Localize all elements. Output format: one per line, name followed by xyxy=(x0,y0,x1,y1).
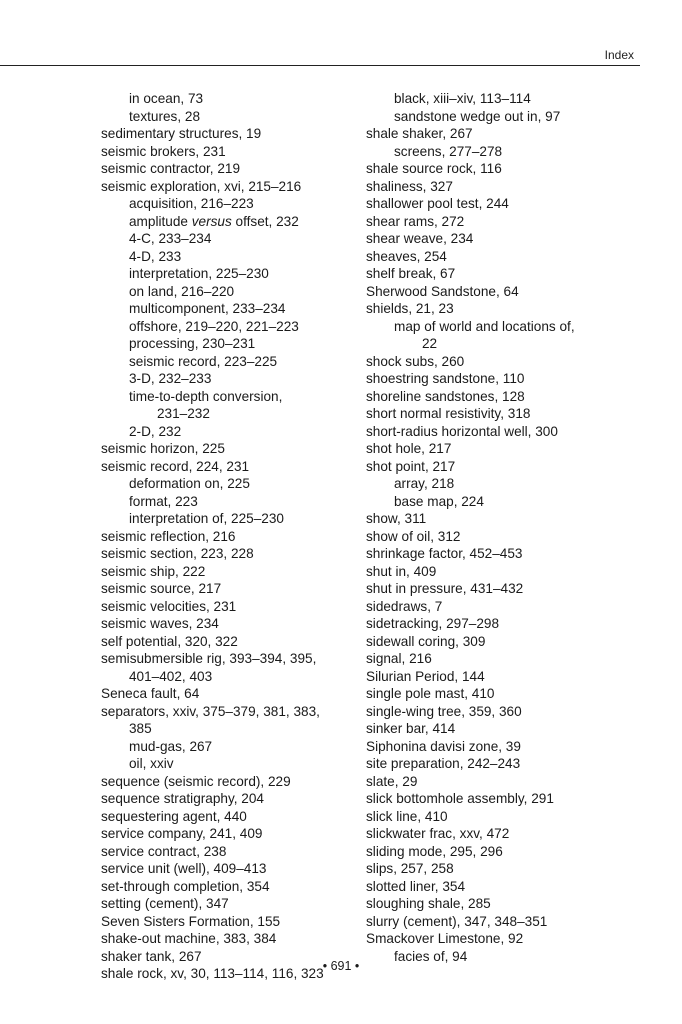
index-entry: sidedraws, 7 xyxy=(366,598,443,614)
index-entry: site preparation, 242–243 xyxy=(366,756,521,771)
index-entry: sequence (seismic record), 229 xyxy=(101,773,291,789)
index-entry: shut in pressure, 431–432 xyxy=(366,581,524,596)
index-entry: shut in, 409 xyxy=(366,563,437,579)
index-entry: array, 218 xyxy=(394,476,455,491)
running-header: Index xyxy=(604,48,634,62)
index-entry: 3-D, 232–233 xyxy=(129,371,212,386)
index-entry: shallower pool test, 244 xyxy=(366,196,509,211)
index-entry: mud-gas, 267 xyxy=(129,738,213,754)
index-entry: processing, 230–231 xyxy=(129,336,256,351)
index-entry: sloughing shale, 285 xyxy=(366,896,491,911)
index-entry: seismic ship, 222 xyxy=(101,563,206,579)
index-entry: interpretation of, 225–230 xyxy=(129,511,284,526)
index-entry: Seven Sisters Formation, 155 xyxy=(101,913,281,929)
page-number: • 691 • xyxy=(322,959,360,973)
index-entry: signal, 216 xyxy=(366,651,432,666)
index-entry: offshore, 219–220, 221–223 xyxy=(129,318,299,334)
index-entry: shelf break, 67 xyxy=(366,266,456,281)
index-entry: sandstone wedge out in, 97 xyxy=(394,108,561,124)
index-entry: seismic horizon, 225 xyxy=(101,441,225,456)
index-entry: Smackover Limestone, 92 xyxy=(366,931,524,946)
index-entry: short normal resistivity, 318 xyxy=(366,406,531,421)
index-entry: setting (cement), 347 xyxy=(101,896,229,911)
index-entry: sequence stratigraphy, 204 xyxy=(101,791,264,806)
index-entry: interpretation, 225–230 xyxy=(129,266,269,281)
index-entry: textures, 28 xyxy=(129,108,201,124)
index-entry: on land, 216–220 xyxy=(129,283,235,299)
index-entry: Sherwood Sandstone, 64 xyxy=(366,283,519,299)
index-entry: shrinkage factor, 452–453 xyxy=(366,546,523,561)
index-entry: shale shaker, 267 xyxy=(366,126,473,141)
index-entry: seismic exploration, xvi, 215–216 xyxy=(101,178,302,194)
index-entry: oil, xxiv xyxy=(129,756,174,771)
index-entry: seismic source, 217 xyxy=(101,581,222,596)
index-entry: time-to-depth conversion, xyxy=(129,388,283,404)
index-entry: amplitude versus offset, 232 xyxy=(129,213,299,229)
index-entry: shot point, 217 xyxy=(366,458,456,474)
index-entry: multicomponent, 233–234 xyxy=(129,301,286,316)
index-entry: slate, 29 xyxy=(366,773,418,789)
index-entry: slick line, 410 xyxy=(366,808,448,824)
index-entry: base map, 224 xyxy=(394,493,484,509)
index-entry: sedimentary structures, 19 xyxy=(101,126,262,141)
index-entry: shale rock, xv, 30, 113–114, 116, 323 xyxy=(101,966,324,981)
index-entry: semisubmersible rig, 393–394, 395, xyxy=(101,651,317,666)
index-entry: sidewall coring, 309 xyxy=(366,633,486,649)
index-entry: shot hole, 217 xyxy=(366,441,452,456)
index-entry: single pole mast, 410 xyxy=(366,686,495,701)
index-entry: sidetracking, 297–298 xyxy=(366,616,500,631)
index-entry: shear rams, 272 xyxy=(366,213,465,229)
index-entry: service company, 241, 409 xyxy=(101,826,263,841)
index-entry: show, 311 xyxy=(366,511,427,526)
index-entry: set-through completion, 354 xyxy=(101,878,270,894)
index-entry: slick bottomhole assembly, 291 xyxy=(366,791,554,806)
index-entry: shear weave, 234 xyxy=(366,231,474,246)
index-entry: self potential, 320, 322 xyxy=(101,633,238,649)
index-entry: slurry (cement), 347, 348–351 xyxy=(366,913,548,929)
index-entry: screens, 277–278 xyxy=(394,143,503,159)
index-entry: slotted liner, 354 xyxy=(366,878,465,894)
index-entry: deformation on, 225 xyxy=(129,476,250,491)
index-entry: shaker tank, 267 xyxy=(101,948,202,964)
index-entry: separators, xxiv, 375–379, 381, 383, xyxy=(101,703,320,719)
index-entry: sequestering agent, 440 xyxy=(101,808,247,824)
index-entry: 401–402, 403 xyxy=(129,668,213,684)
index-entry: seismic brokers, 231 xyxy=(101,143,226,159)
index-entry: Siphonina davisi zone, 39 xyxy=(366,738,521,754)
index-column-right xyxy=(366,90,636,965)
index-entry: seismic reflection, 216 xyxy=(101,528,236,544)
index-entry: map of world and locations of, xyxy=(394,318,575,334)
index-entry: slips, 257, 258 xyxy=(366,861,454,876)
header-rule xyxy=(0,65,640,66)
index-entry: Silurian Period, 144 xyxy=(366,668,485,684)
index-entry: Seneca fault, 64 xyxy=(101,686,200,701)
index-entry: 22 xyxy=(422,336,438,351)
index-entry: service contract, 238 xyxy=(101,843,227,859)
index-entry: black, xiii–xiv, 113–114 xyxy=(394,91,531,106)
index-entry: shock subs, 260 xyxy=(366,353,465,369)
index-column-left xyxy=(101,90,356,983)
index-entry: shoreline sandstones, 128 xyxy=(366,388,525,404)
index-entry: seismic velocities, 231 xyxy=(101,598,237,614)
index-entry: 231–232 xyxy=(157,406,210,421)
index-entry: shields, 21, 23 xyxy=(366,301,454,316)
index-entry: shaliness, 327 xyxy=(366,178,453,194)
index-entry: seismic record, 224, 231 xyxy=(101,458,250,474)
index-entry: seismic record, 223–225 xyxy=(129,353,278,369)
index-entry: seismic waves, 234 xyxy=(101,616,219,631)
index-entry: in ocean, 73 xyxy=(129,91,204,106)
index-entry: seismic contractor, 219 xyxy=(101,161,241,176)
index-entry: single-wing tree, 359, 360 xyxy=(366,703,522,719)
index-entry: slickwater frac, xxv, 472 xyxy=(366,826,510,841)
index-entry: shale source rock, 116 xyxy=(366,161,502,176)
index-entry: sinker bar, 414 xyxy=(366,721,456,736)
index-entry: 4-C, 233–234 xyxy=(129,231,212,246)
index-entry: shoestring sandstone, 110 xyxy=(366,371,525,386)
index-entry: format, 223 xyxy=(129,493,198,509)
index-entry: acquisition, 216–223 xyxy=(129,196,254,211)
index-entry: show of oil, 312 xyxy=(366,528,461,544)
index-entry: sheaves, 254 xyxy=(366,248,447,264)
index-entry: 385 xyxy=(129,721,152,736)
index-entry: seismic section, 223, 228 xyxy=(101,546,254,561)
index-entry: 4-D, 233 xyxy=(129,248,182,264)
index-entry: service unit (well), 409–413 xyxy=(101,861,267,876)
index-entry: sliding mode, 295, 296 xyxy=(366,843,503,859)
index-entry: short-radius horizontal well, 300 xyxy=(366,423,558,439)
index-entry: shake-out machine, 383, 384 xyxy=(101,931,277,946)
index-entry: facies of, 94 xyxy=(394,948,468,964)
index-entry: 2-D, 232 xyxy=(129,423,182,439)
